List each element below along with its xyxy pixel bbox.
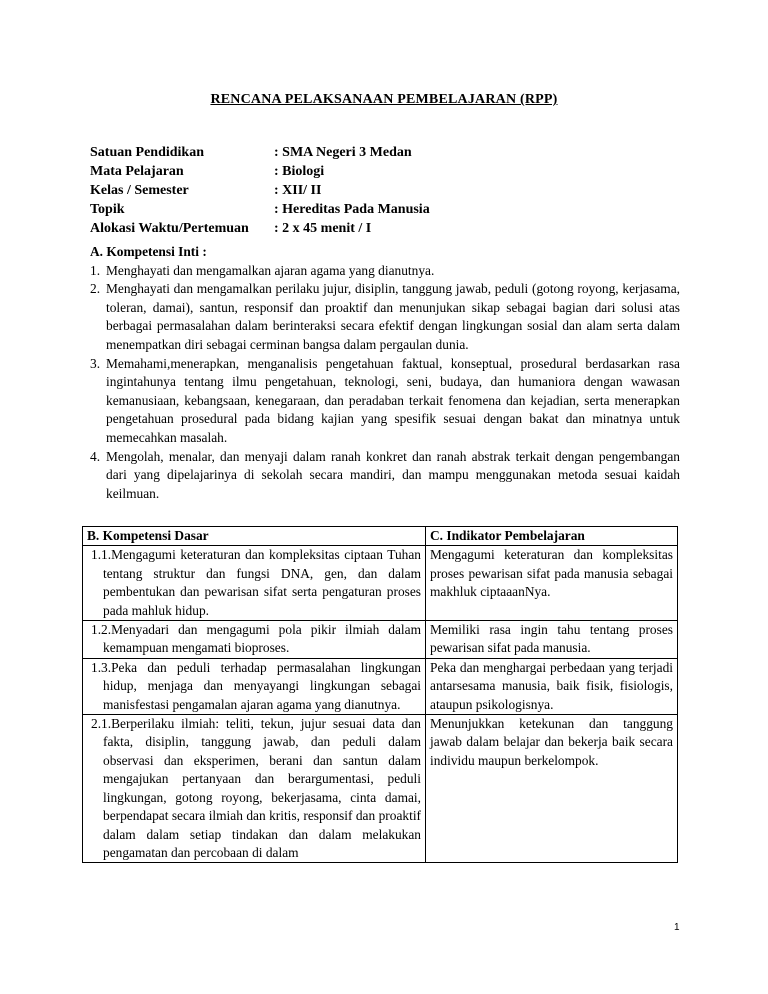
table-cell-kd: [83, 658, 426, 714]
identity-label: Mata Pelajaran: [90, 164, 184, 179]
identity-row: [90, 181, 430, 200]
kompetensi-inti-section: [90, 243, 680, 503]
identity-block: [90, 143, 430, 238]
table-row: [83, 546, 678, 621]
identity-label: Satuan Pendidikan: [90, 145, 204, 160]
identity-value: : SMA Negeri 3 Medan: [274, 145, 412, 160]
identity-row: [90, 219, 430, 238]
table-cell-ip: Peka dan menghargai perbedaan yang terjadi antarsesama manusia, baik fisik, fisiologis, ataupun psikologisnya.: [426, 658, 678, 714]
table-row: [83, 715, 678, 863]
table-row: [83, 658, 678, 714]
header-kompetensi-dasar: B. Kompetensi Dasar: [83, 527, 426, 546]
cell-text: 2.1.Berperilaku ilmiah: teliti, tekun, jujur sesuai data dan fakta, disiplin, tanggung jawab, dan peduli dalam observasi dan eksperimen, berani dan santun dalam mengajukan pertanyaan dan berargumentasi, peduli lingkungan, gotong royong, bekerjasama, cinta damai, berpendapat secara ilmiah dan kritis, responsif dan proaktif dalam dalam setiap tindakan dan dalam melakukan pengamatan dan percobaan di dalam: [91, 716, 421, 860]
cell-text: 1.2.Menyadari dan mengagumi pola pikir ilmiah dalam kemampuan mengamati bioproses.: [91, 622, 421, 656]
table-cell-ip: Mengagumi keteraturan dan kompleksitas proses pewarisan sifat pada manusia sebagai makhluk ciptaaanNya.: [426, 546, 678, 621]
header-indikator: C. Indikator Pembelajaran: [426, 527, 678, 546]
identity-row: [90, 162, 430, 181]
identity-value: : Biologi: [274, 164, 325, 179]
list-text: Memahami,menerapkan, menganalisis pengetahuan faktual, konseptual, prosedural berdasarkan rasa ingintahunya tentang ilmu pengetahuan, teknologi, seni, budaya, dan humaniora dengan wawasan kemanusiaan, kebangsaan, kenegaraan, dan peradaban terkait fenomena dan kejadian, serta menerapkan pengetahuan prosedural pada bidang kajian yang spesifik sesuai dengan bakat dan minatnya untuk memecahkan masalah.: [106, 355, 680, 445]
identity-value: : XII/ II: [274, 183, 322, 198]
list-text: Mengolah, menalar, dan menyaji dalam ranah konkret dan ranah abstrak terkait dengan pengembangan dari yang dipelajarinya di sekolah secara mandiri, dan mampu menggunakan metoda sesuai kaidah keilmuan.: [106, 448, 680, 501]
list-number: 4.: [90, 448, 101, 464]
table-cell-ip: Memiliki rasa ingin tahu tentang proses pewarisan sifat pada manusia.: [426, 621, 678, 659]
section-heading: A. Kompetensi Inti :: [90, 244, 207, 259]
competency-table: [82, 526, 678, 863]
table-cell-ip: Menunjukkan ketekunan dan tanggung jawab dalam belajar dan bekerja baik secara individu maupun berkelompok.: [426, 715, 678, 863]
identity-label: Topik: [90, 202, 125, 217]
list-number: 2.: [90, 281, 101, 297]
list-item: [90, 280, 680, 354]
list-text: Menghayati dan mengamalkan ajaran agama yang dianutnya.: [106, 262, 435, 278]
table-cell-kd: [83, 715, 426, 863]
document-title: RENCANA PELAKSANAAN PEMBELAJARAN (RPP): [210, 92, 558, 107]
list-number: 3.: [90, 355, 101, 371]
identity-value: : Hereditas Pada Manusia: [274, 202, 430, 217]
cell-text: 1.3.Peka dan peduli terhadap permasalahan lingkungan hidup, menjaga dan menyayangi lingkungan sebagai manisfestasi pengamalan ajaran agama yang dianutnya.: [91, 659, 421, 712]
table-row: [83, 621, 678, 659]
list-item: [90, 262, 680, 281]
identity-label: Kelas / Semester: [90, 183, 189, 198]
list-text: Menghayati dan mengamalkan perilaku jujur, disiplin, tanggung jawab, peduli (gotong royong, kerjasama, toleran, damai), santun, responsif dan proaktif dan menunjukan sikap sebagai bagian dari solusi atas berbagai permasalahan dalam berinteraksi secara efektif dengan lingkungan sosial dan alam serta dalam menempatkan diri sebagai cerminan bangsa dalam pergaulan dunia.: [106, 281, 680, 352]
list-item: [90, 355, 680, 448]
list-item: [90, 448, 680, 504]
table-cell-kd: [83, 621, 426, 659]
page-number: 1: [674, 922, 680, 933]
list-number: 1.: [90, 262, 101, 278]
table-header-row: [83, 527, 678, 546]
identity-row: [90, 200, 430, 219]
identity-row: [90, 143, 430, 162]
table-cell-kd: [83, 546, 426, 621]
cell-text: 1.1.Mengagumi keteraturan dan kompleksitas ciptaan Tuhan tentang struktur dan fungsi DNA, gen, dan dalam pembentukan dan pewarisan sifat serta pengaturan proses pada mahluk hidup.: [91, 547, 421, 618]
identity-label: Alokasi Waktu/Pertemuan: [90, 221, 249, 236]
identity-value: : 2 x 45 menit / I: [274, 221, 372, 236]
